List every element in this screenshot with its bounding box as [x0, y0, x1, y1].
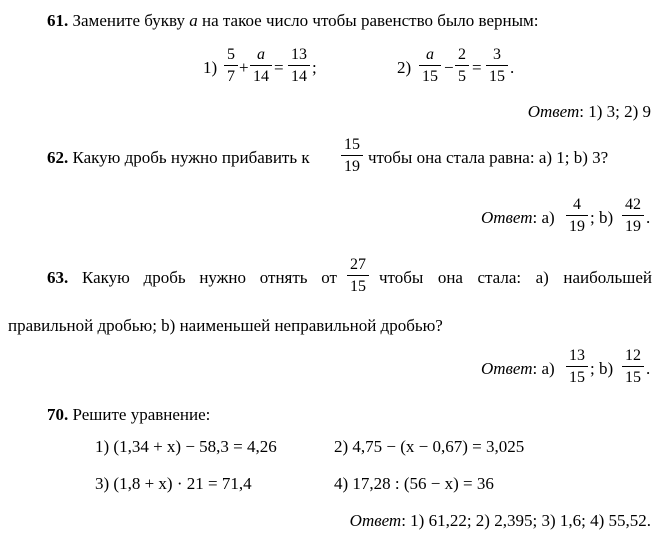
answer-label: Ответ [481, 359, 533, 378]
problem-61-statement [47, 11, 539, 31]
answer-text: : 1) 3; 2) 9 [579, 102, 651, 121]
answer-label: Ответ [527, 102, 580, 121]
equation-4: 4) 17,28 : (56 − x) = 36 [334, 474, 494, 493]
statement-text: Замените букву [72, 11, 185, 30]
fraction: 5 7 [224, 47, 238, 85]
fraction: a 14 [250, 47, 272, 85]
fraction: 13 15 [566, 348, 588, 386]
equation-1: 1) (1,34 + x) − 58,3 = 4,26 [95, 437, 277, 456]
equals-sign: = [472, 58, 482, 77]
answer-text: : 1) 61,22; 2) 2,395; 3) 1,6; 4) 55,52. [401, 511, 651, 530]
problem-number: 63. [47, 268, 69, 287]
fraction: a 15 [419, 47, 441, 85]
answer-label: Ответ [481, 208, 533, 227]
statement-text: Решите уравнение: [72, 405, 211, 424]
fraction: 42 19 [622, 197, 644, 235]
statement-text: Какую дробь нужно прибавить к [72, 148, 310, 167]
problem-number: 62. [47, 148, 69, 167]
statement-text: правильной дробью; b) наименьшей неправильной дробью? [8, 316, 443, 335]
fraction: 15 19 [341, 137, 363, 175]
fraction: 27 15 [347, 257, 369, 295]
operator: − [444, 58, 454, 77]
statement-text: чтобы она стала равна: a) 1; b) 3? [368, 148, 609, 167]
problem-61-answer [528, 102, 651, 122]
problem-70-answer [350, 511, 651, 531]
fraction: 4 19 [566, 197, 588, 235]
problem-number: 70. [47, 405, 69, 424]
fraction: 2 5 [455, 47, 469, 85]
equation-2: 2) 4,75 − (x − 0,67) = 3,025 [334, 437, 525, 456]
item-label: 1) [203, 58, 218, 77]
equation-3: 3) (1,8 + x) · 21 = 71,4 [95, 474, 252, 493]
fraction: 13 14 [288, 47, 310, 85]
equals-sign: = [274, 58, 284, 77]
fraction: 12 15 [622, 348, 644, 386]
statement-text: на такое число чтобы равенство было верным: [202, 11, 539, 30]
operator: + [239, 58, 249, 77]
variable: a [189, 11, 198, 30]
fraction: 3 15 [486, 47, 508, 85]
problem-70-statement [47, 405, 210, 425]
item-label: 2) [397, 58, 412, 77]
answer-label: Ответ [349, 511, 402, 530]
problem-number: 61. [47, 11, 69, 30]
